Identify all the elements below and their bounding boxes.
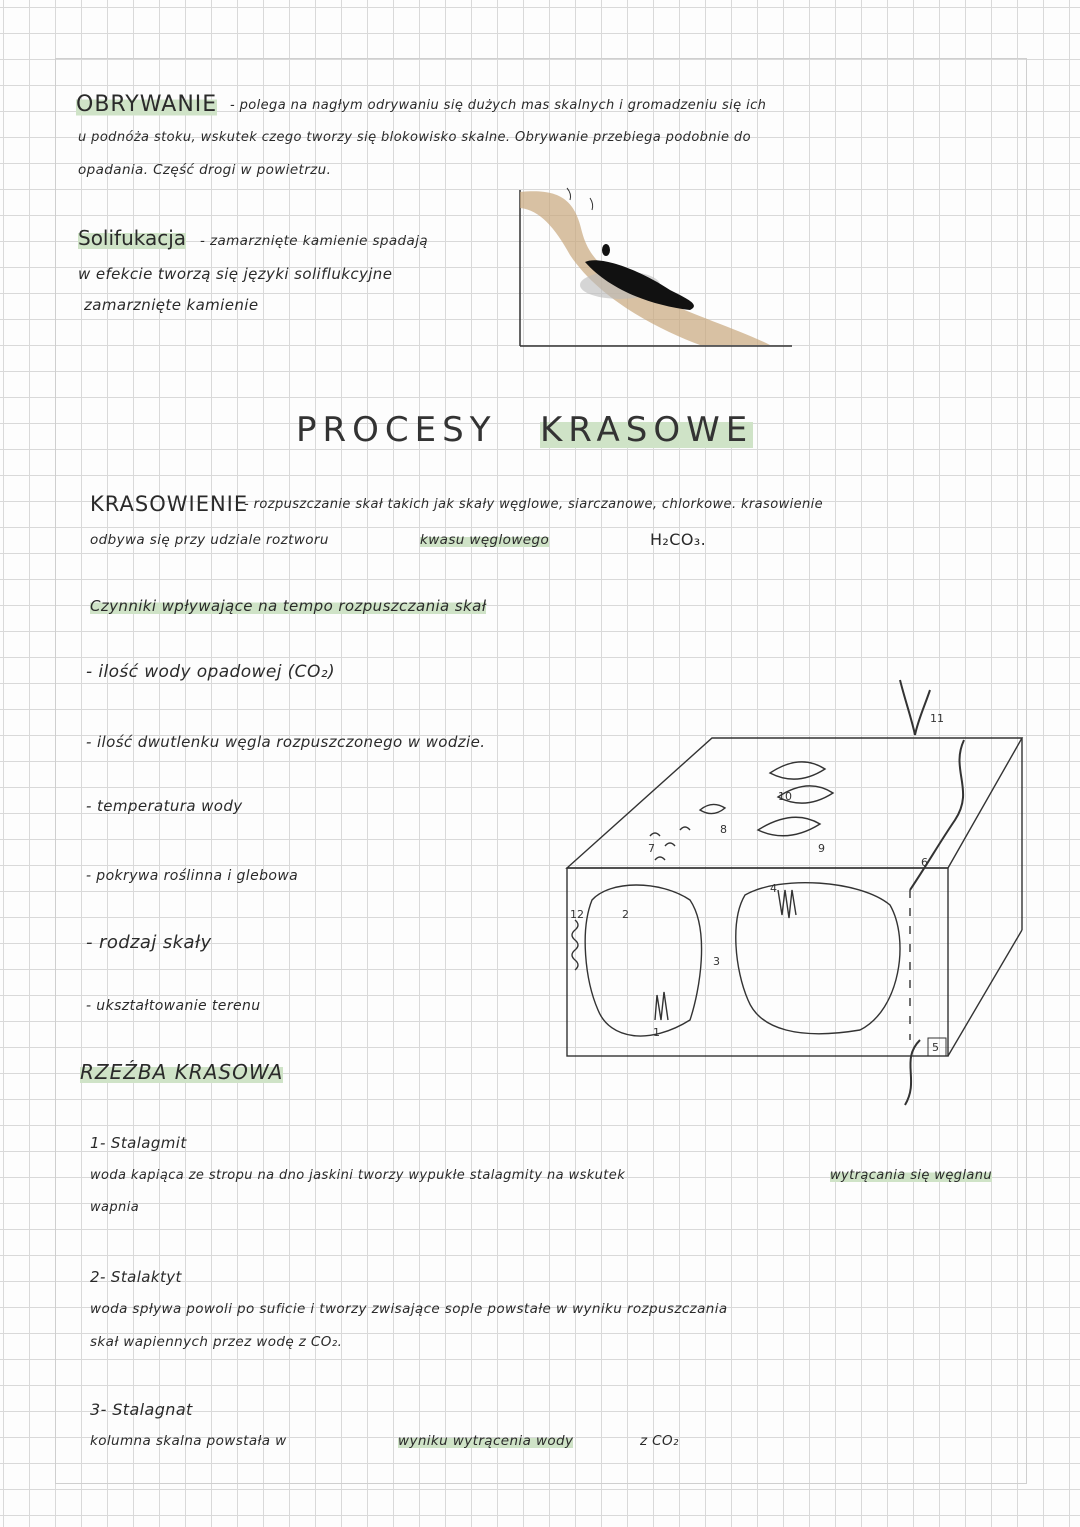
krasowienie-line2: odbywa się przy udziale roztworu xyxy=(90,532,329,548)
obrywanie-line2: u podnóża stoku, wskutek czego tworzy się blokowisko skalne. Obrywanie przebiega podobnie do xyxy=(78,130,751,145)
diagram-label-6: 6 xyxy=(921,856,928,869)
solifukacja-line2: w efekcie tworzą się języki soliflukcyjne xyxy=(78,265,393,283)
factor-item: - pokrywa roślinna i glebowa xyxy=(86,868,299,884)
stalaktyt-line2: skał wapiennych przez wodę z CO₂. xyxy=(90,1334,343,1350)
obrywanie-line3: opadania. Część drogi w powietrzu. xyxy=(78,162,332,178)
diagram-label-11: 11 xyxy=(930,712,944,725)
solifukacja-term: Solifukacja xyxy=(78,226,187,250)
diagram-label-7: 7 xyxy=(648,842,655,855)
diagram-label-12: 12 xyxy=(570,908,584,921)
obrywanie-term: OBRYWANIE xyxy=(76,92,218,117)
diagram-label-9: 9 xyxy=(818,842,825,855)
diagram-label-2: 2 xyxy=(622,908,629,921)
obrywanie-line1: - polega na nagłym odrywaniu się dużych mas skalnych i gromadzeniu się ich xyxy=(230,98,767,113)
krasowienie-highlight: kwasu węglowego xyxy=(420,532,550,548)
section-title-krasowe: KRASOWE xyxy=(540,410,754,450)
rzezba-heading: RZEŹBA KRASOWA xyxy=(80,1060,284,1084)
factors-heading: Czynniki wpływające na tempo rozpuszczania skał xyxy=(90,597,487,615)
stalagmit-heading: 1- Stalagmit xyxy=(90,1134,187,1152)
stalagmit-highlight: wytrącania się węglanu xyxy=(830,1168,993,1183)
diagram-label-4: 4 xyxy=(770,882,777,895)
stalagnat-heading: 3- Stalagnat xyxy=(90,1400,193,1419)
stalagnat-line1-end: z CO₂ xyxy=(640,1433,679,1449)
stalaktyt-heading: 2- Stalaktyt xyxy=(90,1268,182,1286)
diagram-label-3: 3 xyxy=(713,955,720,968)
solifukacja-line3: zamarznięte kamienie xyxy=(84,296,259,314)
solifukacja-line1: - zamarznięte kamienie spadają xyxy=(200,233,429,249)
krasowienie-line1: - rozpuszczanie skał takich jak skały węglowe, siarczanowe, chlorkowe. krasowienie xyxy=(244,497,824,512)
diagram-label-5: 5 xyxy=(932,1041,939,1054)
section-title-procesy: PROCESY xyxy=(296,410,497,450)
factor-item: - temperatura wody xyxy=(86,797,243,815)
stalagnat-highlight: wyniku wytrącenia wody xyxy=(398,1433,574,1449)
stalaktyt-line1: woda spływa powoli po suficie i tworzy zwisające sople powstałe w wyniku rozpuszczania xyxy=(90,1301,728,1317)
stalagmit-line2: wapnia xyxy=(90,1200,140,1215)
stalagnat-line1: kolumna skalna powstała w xyxy=(90,1433,287,1449)
factor-item: - ilość wody opadowej (CO₂) xyxy=(86,662,335,682)
stalagmit-line1: woda kapiąca ze stropu na dno jaskini tworzy wypukłe stalagmity na wskutek xyxy=(90,1168,626,1183)
factor-item: - ukształtowanie terenu xyxy=(86,998,261,1014)
factor-item: - ilość dwutlenku węgla rozpuszczonego w wodzie. xyxy=(86,733,486,751)
factor-item: - rodzaj skały xyxy=(86,932,212,953)
krasowienie-term: KRASOWIENIE xyxy=(90,492,249,516)
diagram-label-10: 10 xyxy=(778,790,792,803)
diagram-label-1: 1 xyxy=(653,1026,660,1039)
krasowienie-formula: H₂CO₃. xyxy=(650,530,707,549)
diagram-label-8: 8 xyxy=(720,823,727,836)
